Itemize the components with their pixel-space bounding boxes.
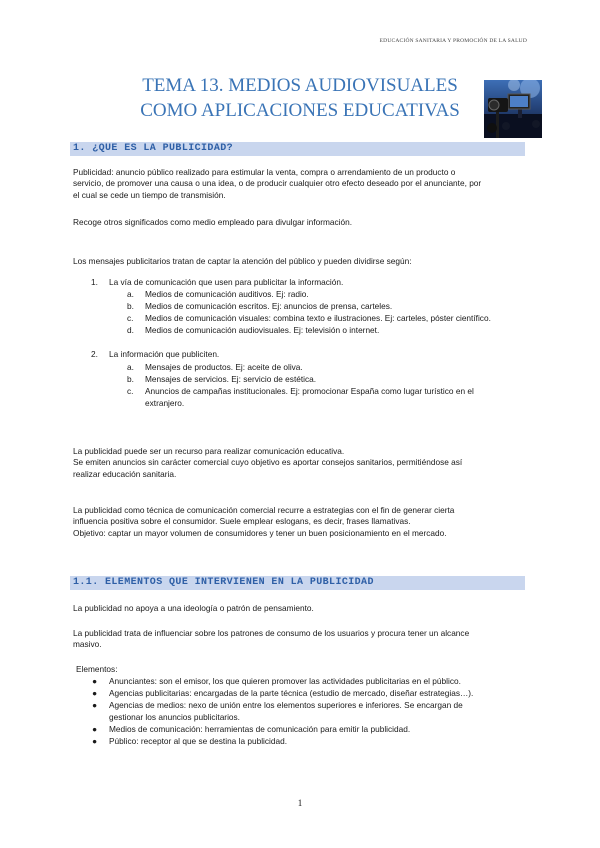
text-line: influencia positiva sobre el consumidor. Suele emplear eslogans, es decir, frases llamativas.	[73, 516, 411, 527]
bullet-item: Agencias de medios: nexo de unión entre los elementos superiores e inferiores. Se encargan de	[109, 700, 463, 710]
list-marker: c.	[127, 386, 134, 396]
elements-label: Elementos:	[76, 664, 118, 674]
text-line: Objetivo: captar un mayor volumen de consumidores y tener un buen posicionamiento en el mercado.	[73, 527, 447, 538]
page-number: 1	[297, 798, 303, 808]
text-line: el cual se cede un tiempo de transmisión.	[73, 189, 226, 200]
bullet-item-continuation: gestionar los anuncios publicitarios.	[109, 712, 240, 722]
ideology-paragraph: La publicidad no apoya a una ideología o patrón de pensamiento.	[73, 603, 314, 613]
text-line: Publicidad: anuncio público realizado para estimular la venta, compra o arrendamiento de un producto o	[73, 167, 456, 177]
list-item: Medios de comunicación visuales: combina texto e ilustraciones. Ej: carteles, póster científico.	[145, 313, 491, 323]
list1-label: La vía de comunicación que usen para publicitar la información.	[109, 277, 344, 287]
list-item: Medios de comunicación audiovisuales. Ej: televisión o internet.	[145, 325, 380, 335]
section-heading-1-1: 1.1. ELEMENTOS QUE INTERVIENEN EN LA PUBLICIDAD	[70, 576, 525, 590]
title-line-2: COMO APLICACIONES EDUCATIVAS	[140, 100, 460, 121]
bullet-icon: ●	[92, 676, 98, 686]
text-line: masivo.	[73, 639, 102, 650]
text-line: Se emiten anuncios sin carácter comercial cuyo objetivo es aportar consejos sanitarios, permitiéndose así	[73, 457, 463, 468]
text-line: La publicidad como técnica de comunicación comercial recurre a estrategias con el fin de generar cierta	[73, 505, 455, 515]
list-marker: c.	[127, 313, 134, 323]
list-item: Medios de comunicación auditivos. Ej: radio.	[145, 289, 309, 299]
influence-paragraph	[73, 628, 525, 651]
bullet-item: Agencias publicitarias: encargadas de la parte técnica (estudio de mercado, diseñar estrategias…).	[109, 688, 474, 698]
list2-label: La información que publiciten.	[109, 349, 220, 359]
bullet-icon: ●	[92, 724, 98, 734]
education-paragraph	[73, 446, 525, 480]
bullet-item: Anunciantes: son el emisor, los que quieren promover las actividades publicitarias en el público.	[109, 676, 461, 686]
list2-number: 2.	[91, 349, 98, 359]
text-line: realizar educación sanitaria.	[73, 468, 177, 479]
list1-number: 1.	[91, 277, 98, 287]
bullet-item: Medios de comunicación: herramientas de comunicación para emitir la publicidad.	[109, 724, 411, 734]
list-item: Anuncios de campañas institucionales. Ej: promocionar España como lugar turístico en el	[145, 386, 474, 396]
bullet-item: Público: receptor al que se destina la publicidad.	[109, 736, 288, 746]
list-item-continuation: extranjero.	[145, 398, 185, 408]
camera-concert-photo	[484, 80, 542, 138]
list-item: Mensajes de servicios. Ej: servicio de estética.	[145, 374, 317, 384]
list-marker: b.	[127, 374, 134, 384]
bullet-icon: ●	[92, 736, 98, 746]
technique-paragraph	[73, 505, 525, 539]
list-marker: d.	[127, 325, 134, 335]
text-line: La publicidad trata de influenciar sobre los patrones de consumo de los usuarios y procura tener un alcance	[73, 628, 470, 638]
definition-paragraph	[73, 167, 525, 201]
list-marker: a.	[127, 289, 134, 299]
list-marker: b.	[127, 301, 134, 311]
bullet-icon: ●	[92, 688, 98, 698]
text-line: servicio, de promover una causa o una idea, o de producir cualquier otro efecto deseado por el anunciante, por	[73, 178, 482, 189]
intro-paragraph: Los mensajes publicitarios tratan de captar la atención del público y pueden dividirse según:	[73, 256, 412, 266]
list-marker: a.	[127, 362, 134, 372]
list-item: Mensajes de productos. Ej: aceite de oliva.	[145, 362, 303, 372]
section-heading-1: 1. ¿QUE ES LA PUBLICIDAD?	[70, 142, 525, 156]
title-line-1: TEMA 13. MEDIOS AUDIOVISUALES	[142, 75, 458, 96]
list-item: Medios de comunicación escritos. Ej: anuncios de prensa, carteles.	[145, 301, 393, 311]
running-header: EDUCACIÓN SANITARIA Y PROMOCIÓN DE LA SALUD	[379, 38, 527, 44]
page-title	[120, 73, 480, 123]
other-meaning-paragraph: Recoge otros significados como medio empleado para divulgar información.	[73, 217, 353, 227]
text-line: La publicidad puede ser un recurso para realizar comunicación educativa.	[73, 446, 345, 456]
bullet-icon: ●	[92, 700, 98, 710]
